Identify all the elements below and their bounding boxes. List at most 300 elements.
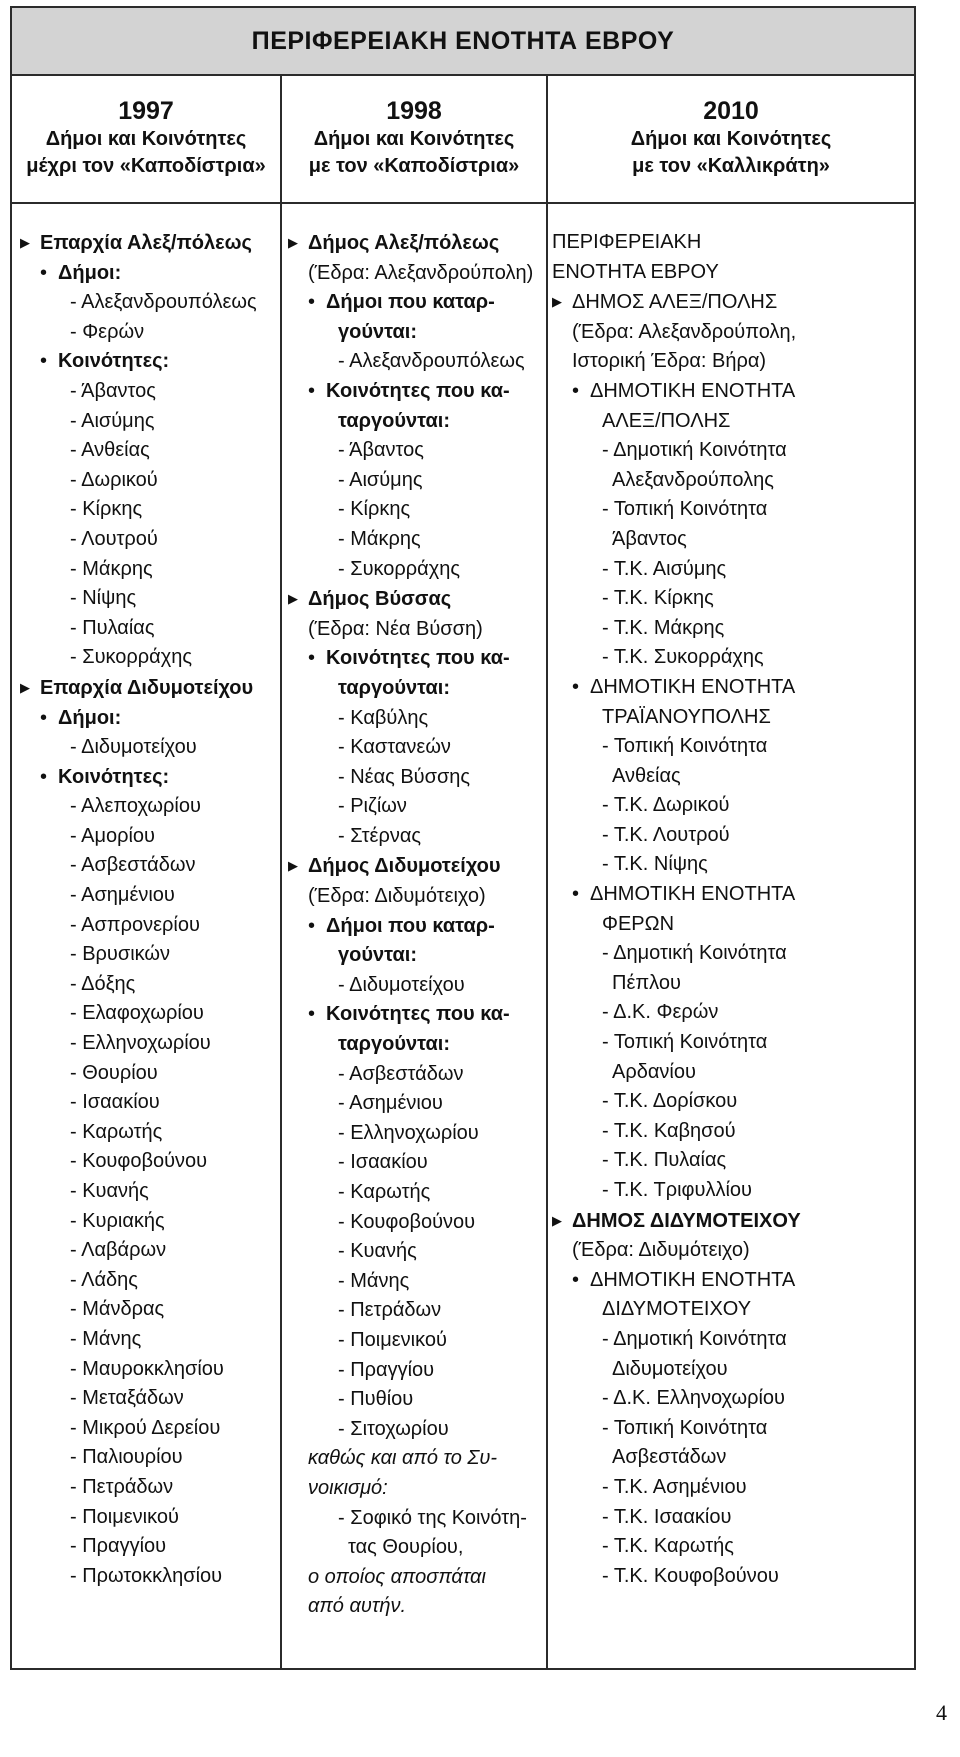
- item-text: - Τ.Κ. Δορίσκου: [602, 1090, 738, 1113]
- list-item: [20, 881, 278, 911]
- item-text: Δήμοι που καταρ-: [326, 291, 495, 314]
- list-item: [552, 1414, 912, 1444]
- item-text: Επαρχία Αλεξ/πόλεως: [40, 232, 252, 254]
- item-text: - Λουτρού: [70, 527, 158, 550]
- item-text: Κοινότητες που κα-: [326, 647, 510, 670]
- column-header-2010: [548, 76, 914, 204]
- item-text: ταργούνται:: [338, 676, 451, 699]
- item-text: - Πετράδων: [338, 1299, 442, 1322]
- bullet-heading: [20, 347, 278, 377]
- item-text: - Μάκρης: [338, 527, 421, 550]
- bullet-heading: [552, 1266, 912, 1296]
- list-item: [20, 525, 278, 555]
- list-item: [288, 436, 546, 466]
- list-item: [20, 1266, 278, 1296]
- item-text: ΔΗΜΟΤΙΚΗ ΕΝΟΤΗΤΑ: [590, 1268, 796, 1291]
- list-item: [288, 1208, 546, 1238]
- list-item: [552, 1532, 912, 1562]
- item-text: - Ποιμενικού: [338, 1328, 447, 1351]
- list-item: [20, 1029, 278, 1059]
- item-text: - Κουφοβούνου: [70, 1150, 208, 1173]
- list-item: [552, 910, 912, 940]
- item-text: Αλεξανδρούπολης: [612, 468, 774, 491]
- item-text: - Τ.Κ. Δωρικού: [602, 794, 730, 817]
- list-item: [552, 228, 912, 258]
- list-item: [288, 1060, 546, 1090]
- item-text: ΤΡΑΪΑΝΟΥΠΟΛΗΣ: [602, 705, 771, 728]
- column-header-1997: [12, 76, 280, 204]
- item-text: (Έδρα: Διδυμότειχο): [308, 885, 486, 908]
- item-text: - Αλεξανδρουπόλεως: [338, 350, 525, 373]
- bullet-icon: •: [308, 914, 316, 937]
- list-item: [20, 1325, 278, 1355]
- list-item: [20, 495, 278, 525]
- bullet-icon: •: [308, 291, 316, 314]
- list-item: [20, 1295, 278, 1325]
- list-item: [20, 555, 278, 585]
- item-text: - Διδυμοτείχου: [70, 736, 197, 759]
- list-item: [20, 643, 278, 673]
- item-text: ΑΛΕΞ/ΠΟΛΗΣ: [602, 409, 731, 432]
- item-text: - Συκορράχης: [70, 646, 192, 669]
- item-text: - Δημοτική Κοινότητα: [602, 1327, 787, 1350]
- item-text: - Νίψης: [70, 587, 137, 610]
- item-text: γούνται:: [338, 320, 417, 343]
- list-item: [288, 466, 546, 496]
- item-text: - Τ.Κ. Καρωτής: [602, 1535, 734, 1558]
- list-item: [552, 1117, 912, 1147]
- list-item: [552, 614, 912, 644]
- bullet-heading: [552, 673, 912, 703]
- list-item: [288, 941, 546, 971]
- list-item: [288, 525, 546, 555]
- column-header-1998: [282, 76, 546, 204]
- item-text: - Αισύμης: [338, 468, 423, 491]
- section-heading: [552, 1206, 912, 1237]
- bullet-heading: [288, 288, 546, 318]
- item-text: ΔΗΜΟΤΙΚΗ ΕΝΟΤΗΤΑ: [590, 379, 796, 402]
- column-year: 1997: [118, 97, 174, 125]
- item-text: Πέπλου: [612, 971, 681, 994]
- list-item: [20, 466, 278, 496]
- list-item: [288, 1267, 546, 1297]
- list-item: [552, 466, 912, 496]
- item-text: - Τ.Κ. Κίρκης: [602, 587, 714, 610]
- item-text: - Θουρίου: [70, 1061, 158, 1084]
- bullet-heading: [288, 644, 546, 674]
- bullet-icon: •: [572, 675, 580, 698]
- section-heading: [288, 851, 546, 882]
- triangle-bullet-icon: ▶: [20, 679, 30, 695]
- list-item: [552, 1384, 912, 1414]
- column-subtitle: Δήμοι και Κοινότητες: [45, 128, 247, 150]
- list-item: [288, 495, 546, 525]
- item-text: (Έδρα: Διδυμότειχο): [572, 1239, 750, 1262]
- table-title: ΠΕΡΙΦΕΡΕΙΑΚΗ ΕΝΟΤΗΤΑ ΕΒΡΟΥ: [12, 8, 914, 76]
- item-text: - Ανθείας: [70, 439, 150, 462]
- item-text: Κοινότητες:: [58, 765, 170, 788]
- item-text: - Ασημένιου: [338, 1092, 443, 1115]
- item-text: (Έδρα: Νέα Βύσση): [308, 617, 483, 640]
- item-text: - Σιτοχωρίου: [338, 1417, 449, 1440]
- bullet-heading: [288, 1000, 546, 1030]
- list-item: [288, 704, 546, 734]
- item-text: Δήμος Αλεξ/πόλεως: [308, 232, 500, 254]
- item-text: τας Θουρίου,: [348, 1536, 464, 1559]
- note-text: [288, 1474, 546, 1504]
- list-item: [552, 525, 912, 555]
- section-heading: [20, 228, 278, 259]
- list-item: [20, 1147, 278, 1177]
- list-item: [288, 1148, 546, 1178]
- triangle-bullet-icon: ▶: [288, 591, 298, 607]
- list-item: [20, 851, 278, 881]
- item-text: - Πυθίου: [338, 1388, 414, 1411]
- item-text: - Ελληνοχωρίου: [338, 1121, 479, 1144]
- item-text: - Νέας Βύσσης: [338, 765, 471, 788]
- list-item: [288, 1415, 546, 1445]
- item-text: - Τοπική Κοινότητα: [602, 498, 768, 521]
- section-heading: [288, 228, 546, 259]
- item-text: - Μικρού Δερείου: [70, 1416, 221, 1439]
- column-divider: [280, 76, 282, 1670]
- list-item: [552, 1295, 912, 1325]
- item-text: Αρδανίου: [612, 1060, 696, 1083]
- page-number: 4: [936, 1700, 947, 1725]
- column-2010-list: [552, 228, 912, 1591]
- item-text: - Μαυροκκλησίου: [70, 1357, 224, 1380]
- item-text: Δήμος Διδυμοτείχου: [308, 855, 501, 878]
- item-text: ΦΕΡΩΝ: [602, 912, 675, 935]
- section-heading: [20, 673, 278, 704]
- list-item: [288, 792, 546, 822]
- item-text: - Αλεποχωρίου: [70, 795, 201, 818]
- seat-note: [288, 259, 546, 289]
- list-item: [20, 970, 278, 1000]
- list-item: [20, 940, 278, 970]
- item-text: από αυτήν.: [308, 1595, 407, 1618]
- bullet-icon: •: [308, 379, 316, 402]
- list-item: [20, 1059, 278, 1089]
- list-item: [552, 998, 912, 1028]
- list-item: [552, 1355, 912, 1385]
- section-heading: [288, 584, 546, 615]
- item-text: - Μάκρης: [70, 557, 153, 580]
- item-text: - Κίρκης: [338, 498, 411, 521]
- item-text: Δήμοι:: [58, 706, 122, 729]
- item-text: Επαρχία Διδυμοτείχου: [40, 676, 254, 699]
- item-text: - Στέρνας: [338, 824, 422, 847]
- item-text: - Αμορίου: [70, 824, 155, 847]
- bullet-icon: •: [40, 261, 48, 284]
- list-item: [20, 1177, 278, 1207]
- item-text: γούνται:: [338, 944, 417, 967]
- item-text: - Τ.Κ. Μάκρης: [602, 616, 725, 639]
- item-text: Ιστορική Έδρα: Βήρα): [572, 350, 767, 373]
- list-item: [288, 733, 546, 763]
- list-item: [288, 1178, 546, 1208]
- item-text: - Μάνδρας: [70, 1298, 165, 1321]
- list-item: [552, 407, 912, 437]
- column-year: 1998: [386, 97, 442, 125]
- list-item: [552, 821, 912, 851]
- column-subtitle: Δήμοι και Κοινότητες: [313, 128, 515, 150]
- list-item: [552, 555, 912, 585]
- item-text: - Ασβεστάδων: [70, 854, 196, 877]
- item-text: - Τ.Κ. Τριφυλλίου: [602, 1179, 752, 1201]
- item-text: - Τ.Κ. Καβησού: [602, 1119, 736, 1142]
- item-text: - Ποιμενικού: [70, 1505, 179, 1528]
- item-text: - Ασημένιου: [70, 884, 175, 907]
- item-text: - Κίρκης: [70, 498, 143, 521]
- list-item: [552, 969, 912, 999]
- list-item: [288, 1296, 546, 1326]
- list-item: [288, 822, 546, 852]
- list-item: [20, 318, 278, 348]
- list-item: [20, 614, 278, 644]
- item-text: (Έδρα: Αλεξανδρούπολη,: [572, 320, 797, 343]
- item-text: - Φερών: [70, 320, 145, 343]
- item-text: (Έδρα: Αλεξανδρούπολη): [308, 261, 534, 284]
- list-item: [20, 1443, 278, 1473]
- item-text: ΔΗΜΟΣ ΑΛΕΞ/ΠΟΛΗΣ: [572, 291, 778, 314]
- item-text: - Παλιουρίου: [70, 1446, 183, 1469]
- list-item: [20, 436, 278, 466]
- column-subtitle: μέχρι τον «Καποδίστρια»: [26, 155, 266, 177]
- triangle-bullet-icon: ▶: [552, 294, 562, 310]
- item-text: - Πραγγίου: [338, 1358, 435, 1381]
- column-subtitle: με τον «Καποδίστρια»: [308, 155, 520, 177]
- list-item: [20, 1562, 278, 1592]
- item-text: - Ελληνοχωρίου: [70, 1032, 211, 1055]
- item-text: - Ριζίων: [338, 795, 407, 818]
- list-item: [552, 1087, 912, 1117]
- list-item: [552, 732, 912, 762]
- item-text: - Δωρικού: [70, 468, 158, 491]
- item-text: ταργούνται:: [338, 1033, 451, 1056]
- list-item: [552, 939, 912, 969]
- item-text: - Αισύμης: [70, 409, 155, 432]
- bullet-icon: •: [572, 379, 580, 402]
- bullet-heading: [288, 377, 546, 407]
- list-item: [288, 971, 546, 1001]
- column-1998-list: [288, 228, 546, 1622]
- list-item: [552, 850, 912, 880]
- item-text: Κοινότητες που κα-: [326, 379, 510, 402]
- list-item: [20, 1532, 278, 1562]
- list-item: [288, 1237, 546, 1267]
- list-item: [288, 1030, 546, 1060]
- item-text: - Τ.Κ. Λουτρού: [602, 823, 730, 846]
- bullet-icon: •: [572, 883, 580, 906]
- list-item: [20, 999, 278, 1029]
- item-text: - Τ.Κ. Ασημένιου: [602, 1475, 747, 1498]
- item-text: - Τ.Κ. Πυλαίας: [602, 1149, 727, 1172]
- item-text: - Δημοτική Κοινότητα: [602, 439, 787, 462]
- item-text: - Κυανής: [338, 1240, 417, 1263]
- list-item: [20, 1503, 278, 1533]
- seat-note: [552, 1236, 912, 1266]
- item-text: - Πρωτοκκλησίου: [70, 1564, 223, 1587]
- section-heading: [552, 287, 912, 318]
- item-text: - Τ.Κ. Ισαακίου: [602, 1505, 732, 1528]
- list-item: [20, 1207, 278, 1237]
- list-item: [20, 1414, 278, 1444]
- item-text: - Δόξης: [70, 972, 136, 995]
- list-item: [552, 791, 912, 821]
- item-text: - Άβαντος: [70, 379, 156, 402]
- column-divider: [546, 76, 548, 1670]
- list-item: [20, 911, 278, 941]
- bullet-heading: [552, 377, 912, 407]
- bullet-heading: [20, 259, 278, 289]
- item-text: - Σοφικό της Κοινότη-: [338, 1506, 527, 1529]
- item-text: ΔΗΜΟΤΙΚΗ ΕΝΟΤΗΤΑ: [590, 675, 796, 698]
- item-text: - Λαβάρων: [70, 1239, 167, 1262]
- list-item: [20, 1355, 278, 1385]
- note-text: [288, 1592, 546, 1622]
- item-text: - Τοπική Κοινότητα: [602, 1031, 768, 1054]
- list-item: [20, 822, 278, 852]
- seat-note: [288, 615, 546, 645]
- bullet-heading: [288, 912, 546, 942]
- item-text: - Ασβεστάδων: [338, 1062, 464, 1085]
- item-text: ΔΙΔΥΜΟΤΕΙΧΟΥ: [602, 1298, 752, 1321]
- item-text: - Ελαφοχωρίου: [70, 1002, 204, 1025]
- list-item: [288, 1326, 546, 1356]
- item-text: - Πετράδων: [70, 1475, 174, 1498]
- item-text: ΠΕΡΙΦΕΡΕΙΑΚΗ: [552, 231, 702, 253]
- list-item: [288, 555, 546, 585]
- seat-note: [552, 347, 912, 377]
- list-item: [288, 1089, 546, 1119]
- item-text: - Λάδης: [70, 1268, 138, 1291]
- column-subtitle: Δήμοι και Κοινότητες: [630, 128, 832, 150]
- item-text: - Τ.Κ. Νίψης: [602, 853, 708, 876]
- list-item: [552, 1503, 912, 1533]
- item-text: Κοινότητες που κα-: [326, 1003, 510, 1026]
- list-item: [552, 703, 912, 733]
- triangle-bullet-icon: ▶: [552, 1212, 562, 1228]
- item-text: - Διδυμοτείχου: [338, 973, 465, 996]
- list-item: [288, 1356, 546, 1386]
- item-text: Ασβεστάδων: [612, 1446, 727, 1469]
- triangle-bullet-icon: ▶: [288, 858, 298, 874]
- item-text: Άβαντος: [612, 527, 687, 550]
- item-text: - Πυλαίας: [70, 616, 155, 639]
- list-item: [552, 258, 912, 288]
- list-item: [20, 1236, 278, 1266]
- column-year: 2010: [703, 97, 759, 125]
- list-item: [288, 318, 546, 348]
- item-text: ταργούνται:: [338, 409, 451, 432]
- item-text: - Τ.Κ. Αισύμης: [602, 557, 727, 580]
- item-text: - Άβαντος: [338, 439, 424, 462]
- item-text: Δήμοι:: [58, 261, 122, 284]
- item-text: - Τ.Κ. Κουφοβούνου: [602, 1564, 779, 1587]
- list-item: [552, 1443, 912, 1473]
- item-text: - Κουφοβούνου: [338, 1210, 476, 1233]
- seat-note: [552, 318, 912, 348]
- bullet-icon: •: [308, 1003, 316, 1026]
- list-item: [552, 1473, 912, 1503]
- bullet-icon: •: [572, 1268, 580, 1291]
- item-text: Ανθείας: [612, 764, 681, 787]
- list-item: [552, 1028, 912, 1058]
- list-item: [288, 347, 546, 377]
- item-text: νοικισμό:: [308, 1476, 388, 1499]
- item-text: - Πραγγίου: [70, 1535, 167, 1558]
- list-item: [20, 792, 278, 822]
- item-text: - Μεταξάδων: [70, 1387, 184, 1410]
- item-text: - Καρωτής: [70, 1120, 163, 1143]
- list-item: [288, 1119, 546, 1149]
- column-subtitle: με τον «Καλλικράτη»: [632, 155, 830, 177]
- bullet-heading: [20, 763, 278, 793]
- item-text: ΔΗΜΟΣ ΔΙΔΥΜΟΤΕΙΧΟΥ: [572, 1209, 801, 1232]
- list-item: [288, 763, 546, 793]
- item-text: Δήμοι που καταρ-: [326, 914, 495, 937]
- item-text: - Δ.Κ. Φερών: [602, 1001, 719, 1024]
- item-text: ο οποίος αποσπάται: [308, 1565, 486, 1588]
- item-text: - Συκορράχης: [338, 557, 460, 580]
- item-text: ΔΗΜΟΤΙΚΗ ΕΝΟΤΗΤΑ: [590, 883, 796, 906]
- bullet-icon: •: [40, 706, 48, 729]
- list-item: [20, 1473, 278, 1503]
- list-item: [288, 1385, 546, 1415]
- list-item: [20, 377, 278, 407]
- item-text: - Καρωτής: [338, 1181, 431, 1203]
- item-text: - Κυανής: [70, 1180, 149, 1202]
- list-item: [552, 436, 912, 466]
- item-text: - Καστανεών: [338, 736, 451, 759]
- item-text: - Ισαακίου: [70, 1091, 160, 1114]
- list-item: [20, 1384, 278, 1414]
- item-text: - Τ.Κ. Συκορράχης: [602, 646, 764, 669]
- list-item: [288, 1533, 546, 1563]
- bullet-icon: •: [308, 647, 316, 670]
- list-item: [20, 407, 278, 437]
- item-text: - Μάνης: [70, 1327, 142, 1350]
- triangle-bullet-icon: ▶: [20, 235, 30, 250]
- list-item: [288, 407, 546, 437]
- item-text: - Ισαακίου: [338, 1151, 428, 1174]
- list-item: [552, 762, 912, 792]
- list-item: [288, 1504, 546, 1534]
- list-item: [552, 1176, 912, 1206]
- triangle-bullet-icon: ▶: [288, 235, 298, 250]
- item-text: Κοινότητες:: [58, 350, 170, 373]
- list-item: [552, 643, 912, 673]
- list-item: [552, 1562, 912, 1592]
- list-item: [552, 1146, 912, 1176]
- list-item: [552, 584, 912, 614]
- list-item: [20, 1118, 278, 1148]
- list-item: [20, 584, 278, 614]
- item-text: - Δημοτική Κοινότητα: [602, 942, 787, 965]
- item-text: - Αλεξανδρουπόλεως: [70, 291, 257, 314]
- item-text: καθώς και από το Συ-: [308, 1447, 498, 1470]
- item-text: Δήμος Βύσσας: [308, 588, 452, 611]
- item-text: - Βρυσικών: [70, 943, 171, 966]
- bullet-icon: •: [40, 765, 48, 788]
- list-item: [552, 1058, 912, 1088]
- item-text: - Καβύλης: [338, 706, 429, 729]
- item-text: - Μάνης: [338, 1269, 410, 1292]
- list-item: [20, 288, 278, 318]
- item-text: - Τοπική Κοινότητα: [602, 1416, 768, 1439]
- column-1997-list: [20, 228, 278, 1591]
